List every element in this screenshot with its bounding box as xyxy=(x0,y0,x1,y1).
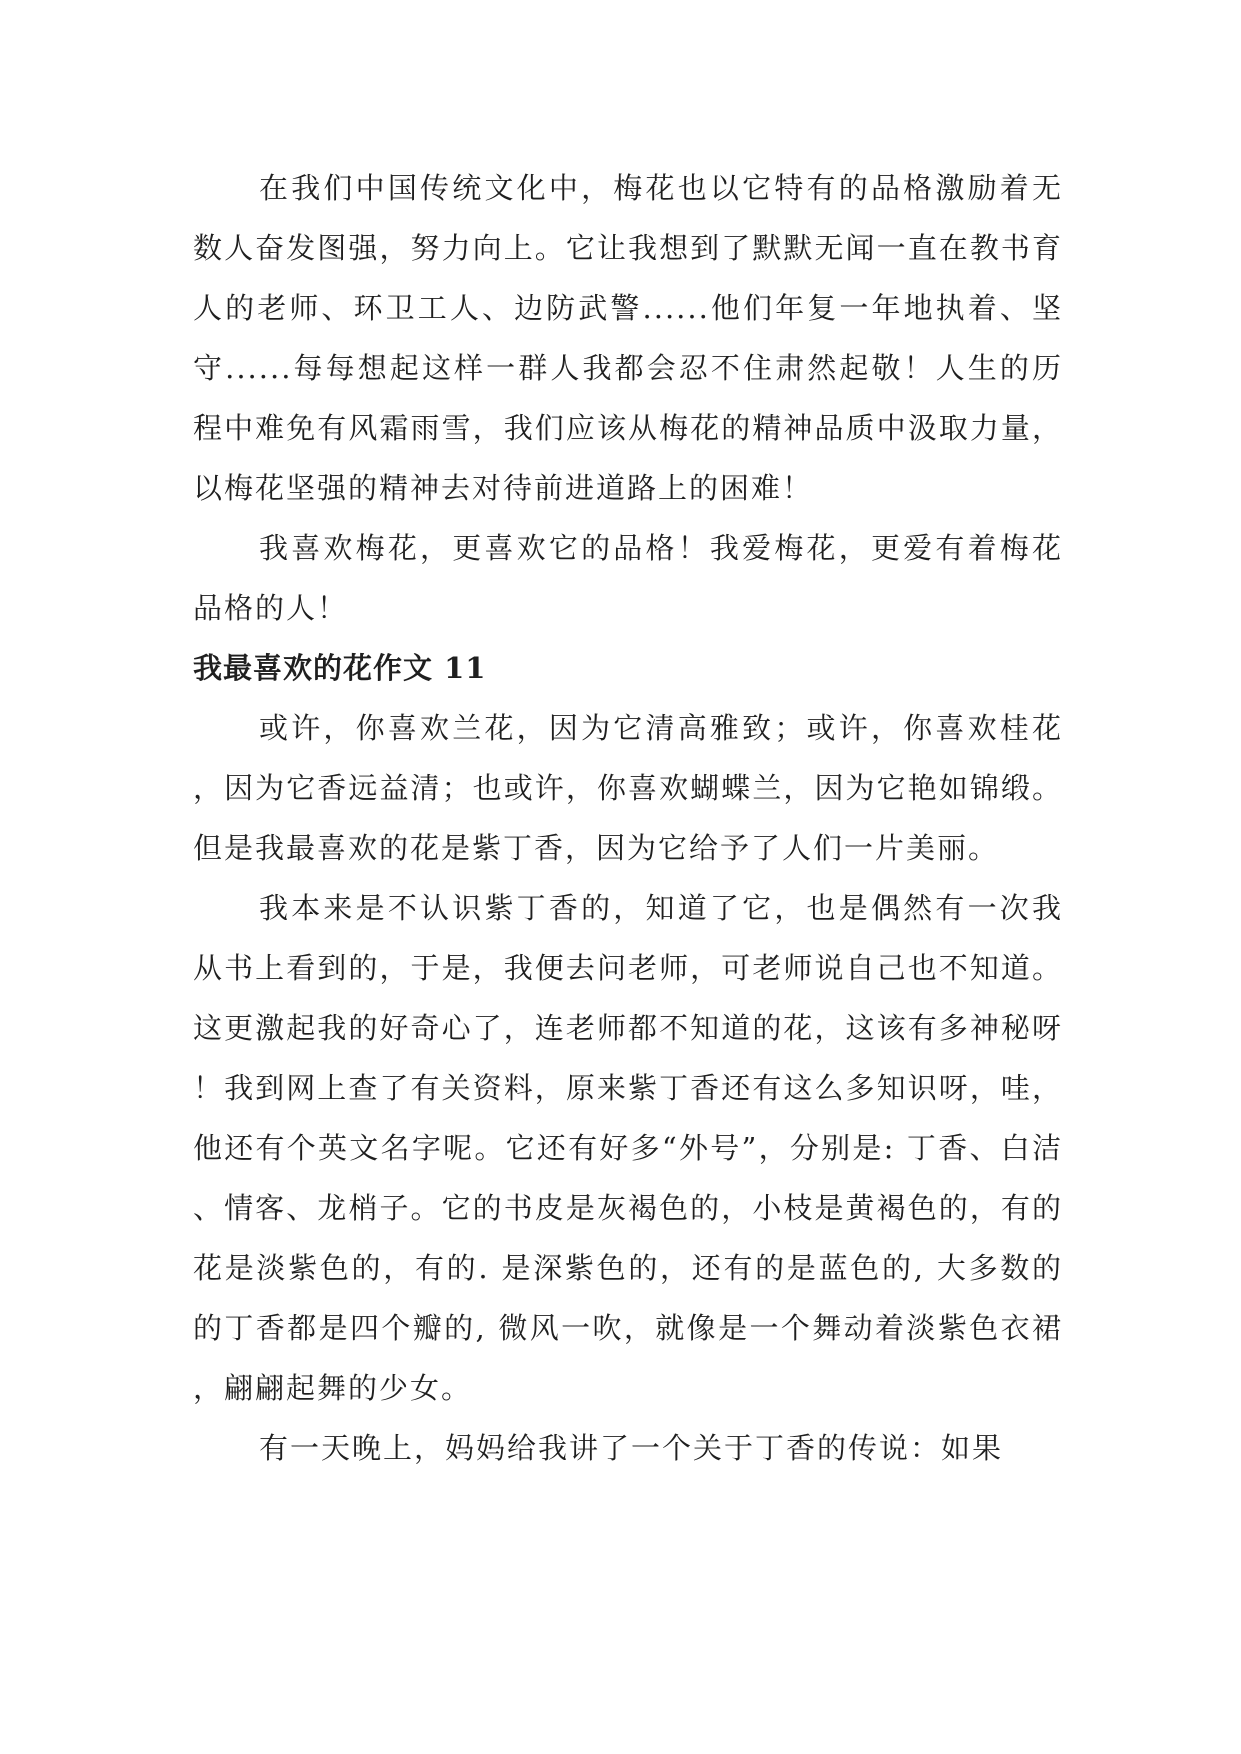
paragraph-lilac-knowledge: 我本来是不认识紫丁香的，知道了它，也是偶然有一次我从书上看到的，于是，我便去问老师，可老师说自己也不知道。这更激起我的好奇心了，连老师都不知道的花，这该有多神秘呀！我到网上查了有关资料，原来紫丁香还有这么多知识呀，哇，他还有个英文名字呢。它还有好多“外号”，分别是: 丁香、白洁、情客、龙梢子。它的书皮是灰褐色的，小枝是黄褐色的，有的花是淡紫色的，有的. 是深紫色的，还有的是蓝色的, 大多数的的丁香都是四个瓣的, 微风一吹，就像是一个舞动着淡紫色衣裙，翩翩起舞的少女。 xyxy=(193,891,1063,1405)
paragraph-plum-love: 我喜欢梅花，更喜欢它的品格！我爱梅花，更爱有着梅花品格的人！ xyxy=(193,531,1063,625)
essay-heading: 我最喜欢的花作文 11 xyxy=(193,651,487,685)
paragraph-lilac-legend: 有一天晚上，妈妈给我讲了一个关于丁香的传说：如果 xyxy=(259,1431,1004,1465)
document-page xyxy=(193,158,1063,1678)
paragraph-plum-culture: 在我们中国传统文化中，梅花也以它特有的品格激励着无数人奋发图强，努力向上。它让我想到了默默无闻一直在教书育人的老师、环卫工人、边防武警......他们年复一年地执着、坚守......每每想起这样一群人我都会忍不住肃然起敬！人生的历程中难免有风霜雨雪，我们应该从梅花的精神品质中汲取力量，以梅花坚强的精神去对待前进道路上的困难！ xyxy=(193,171,1063,505)
paragraph-flower-preferences: 或许，你喜欢兰花，因为它清高雅致；或许，你喜欢桂花，因为它香远益清；也或许，你喜欢蝴蝶兰，因为它艳如锦缎。但是我最喜欢的花是紫丁香，因为它给予了人们一片美丽。 xyxy=(193,711,1063,865)
